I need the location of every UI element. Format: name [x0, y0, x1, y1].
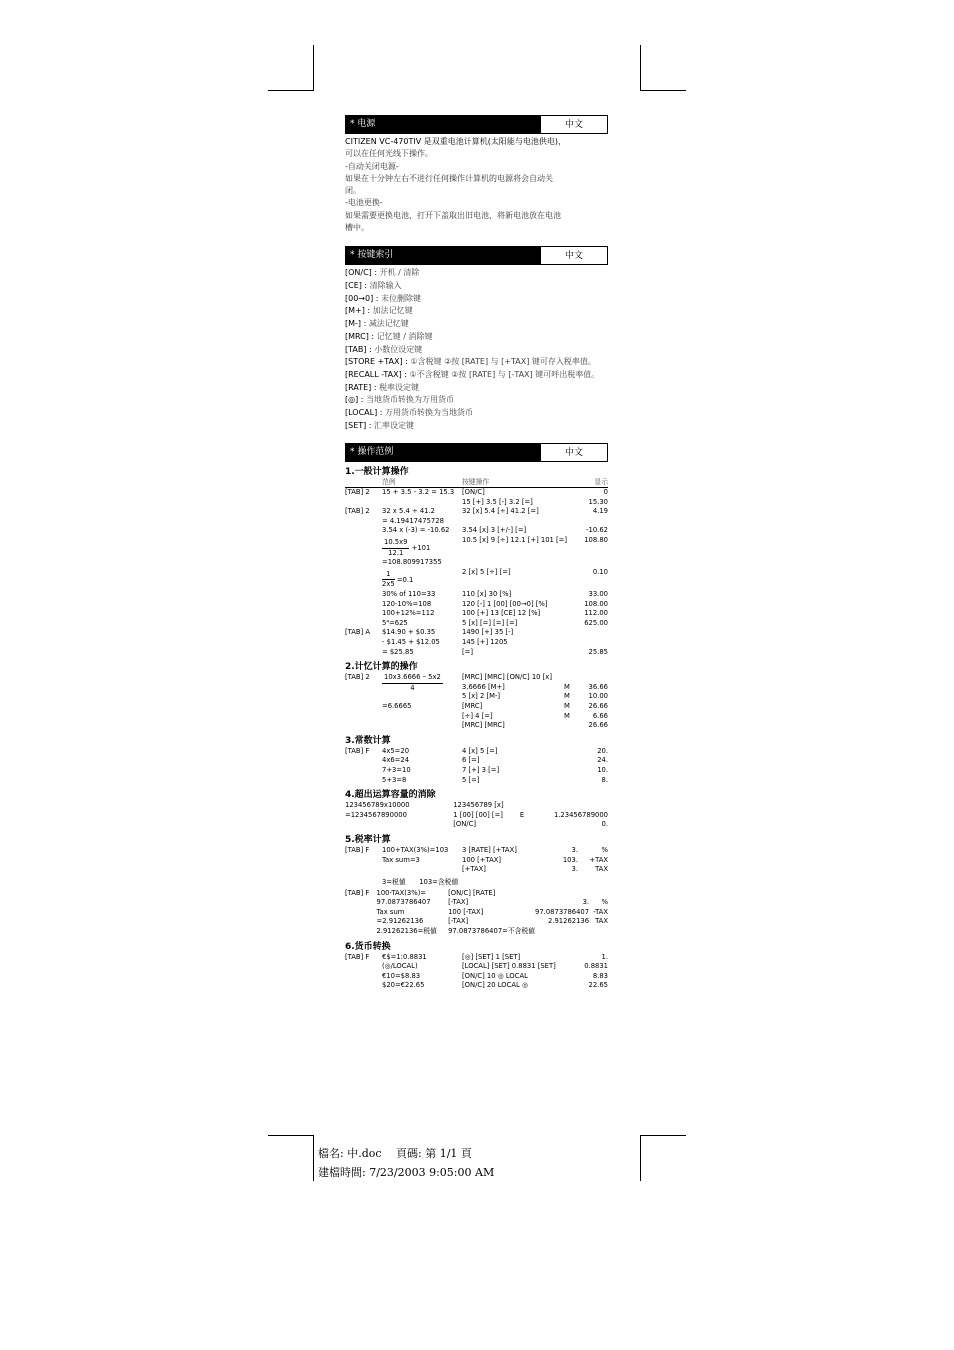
- table-row: [345, 507, 608, 517]
- table-cell: [345, 856, 382, 866]
- key-name: [ON/C] :: [345, 268, 380, 278]
- table-row: [345, 953, 608, 963]
- table-cell: [535, 889, 589, 899]
- table-cell: 32 x 5.4 ÷ 41.2: [382, 507, 435, 516]
- table-row: [345, 927, 608, 937]
- table-row: [345, 908, 608, 918]
- table-cell: [520, 801, 554, 811]
- power-text: [345, 136, 608, 234]
- table-cell: [ON/C] 20 LOCAL ◎: [462, 981, 528, 990]
- section-title: * 操作范例: [346, 444, 541, 461]
- table-cell: [TAB] F: [345, 952, 370, 961]
- table-cell: [-TAX]: [448, 917, 469, 926]
- subsection-title: 2.计忆计算的操作: [345, 662, 418, 673]
- table-cell: +TAX: [589, 855, 608, 864]
- table-cell: %: [601, 845, 608, 854]
- table-cell: [345, 619, 382, 629]
- table-cell: [TAB] 2: [345, 507, 370, 516]
- fraction-denominator: 12.1: [388, 548, 404, 557]
- table-cell: 97.0873786407: [376, 898, 431, 907]
- table-row: [345, 619, 608, 629]
- key-index-item: [345, 293, 608, 306]
- table-cell: 2.91262136=税値: [376, 927, 437, 936]
- table-cell: Tax sum=3: [382, 855, 420, 864]
- key-name: [MRC] :: [345, 331, 377, 341]
- section-title: * 按键索引: [346, 247, 541, 264]
- key-name: [M+] :: [345, 306, 373, 316]
- key-index-item: [345, 382, 608, 395]
- crop-mark: [640, 45, 641, 91]
- subsection-title: 3.常数计算: [345, 735, 391, 746]
- key-sequence: 3.6666 [M+]: [462, 682, 505, 691]
- key-description: 加法记忆键: [372, 306, 413, 316]
- table-cell: 1490 [+] 35 [-]: [462, 628, 514, 637]
- table-cell: [535, 927, 589, 937]
- key-index-item: [345, 344, 608, 357]
- table-cell: [345, 590, 382, 600]
- table-cell: 32 [x] 5.4 [÷] 41.2 [=]: [462, 507, 539, 516]
- table-cell: [554, 801, 608, 811]
- table-cell: = 4.19417475728: [382, 516, 444, 525]
- table-header: [345, 478, 608, 488]
- table-cell: [TAB] F: [345, 746, 370, 755]
- table-cell: 108.00: [584, 599, 608, 608]
- table-row: [345, 846, 608, 856]
- memory-indicator: M: [564, 711, 570, 720]
- table-row: [345, 558, 608, 568]
- text-line: 可以在任何光线下操作。: [345, 149, 433, 159]
- key-sequence: [MRC] [MRC]: [462, 721, 505, 730]
- example-result: =6.6665: [382, 701, 412, 710]
- text-line: 闭。: [345, 186, 361, 196]
- crop-mark: [313, 1135, 314, 1181]
- table-cell: [TAB] 2: [345, 488, 370, 497]
- table-cell: 100+12%=112: [382, 609, 435, 618]
- fraction-numerator: 1: [382, 570, 395, 581]
- display-value: 6.66: [592, 711, 608, 720]
- table-cell: 5 [=]: [462, 775, 480, 784]
- table-cell: 8.: [601, 775, 608, 784]
- fraction: [382, 538, 409, 558]
- memory-indicator: M: [564, 692, 570, 701]
- table-row: [345, 600, 608, 610]
- table-cell: [345, 638, 382, 648]
- table-cell: [345, 981, 382, 991]
- tab-setting: [TAB] 2: [345, 673, 370, 682]
- table-cell: [=]: [462, 647, 473, 656]
- subsection-title: 6.货币转换: [345, 941, 391, 952]
- table-cell: 100-TAX(3%)=: [376, 888, 427, 897]
- key-name: [TAB] :: [345, 344, 375, 354]
- table-cell: 15.30: [588, 497, 608, 506]
- table-cell: 3.54 x (-3) = -10.62: [382, 526, 450, 535]
- table-row: [345, 568, 608, 590]
- table-row: [345, 972, 608, 982]
- example-table-general: [345, 478, 608, 658]
- table-cell: [345, 756, 382, 766]
- table-cell: [345, 517, 382, 527]
- example-table-tax-add: [345, 846, 608, 875]
- table-cell: [-TAX]: [448, 898, 469, 907]
- table-cell: [345, 820, 453, 830]
- language-label: 中文: [564, 251, 583, 262]
- table-row: [345, 820, 608, 830]
- table-cell: (◎/LOCAL): [382, 962, 418, 971]
- table-cell: [581, 517, 608, 527]
- table-cell: 4x6=24: [382, 756, 410, 765]
- table-cell: 1 [00] [00] [=]: [453, 810, 503, 819]
- key-sequence: 5 [x] 2 [M-]: [462, 692, 501, 701]
- examples-section-header: [345, 443, 608, 462]
- table-cell: 100+TAX(3%)=103: [382, 845, 449, 854]
- example-table-tax-sub: [345, 889, 608, 937]
- table-row: [345, 526, 608, 536]
- table-cell: [345, 600, 382, 610]
- table-cell: [345, 609, 382, 619]
- table-cell: [382, 536, 462, 558]
- display-value: [578, 673, 608, 683]
- table-cell: [581, 638, 608, 648]
- table-cell: [TAB] A: [345, 628, 371, 637]
- example-table-constant: [345, 747, 608, 785]
- column-header: 按键操作: [462, 478, 581, 488]
- key-description: 减法记忆键: [368, 319, 409, 329]
- table-cell: 145 [+] 1205: [462, 638, 508, 647]
- table-cell: E: [519, 810, 525, 819]
- example-table-currency: [345, 953, 608, 991]
- table-cell: 120-10%=108: [382, 599, 432, 608]
- table-cell: 3.: [582, 898, 590, 907]
- table-row: [345, 498, 608, 508]
- key-description: 万用货币转换为当地货币: [385, 408, 474, 418]
- table-cell: 97.0873786407=不含税値: [448, 927, 536, 936]
- table-cell: 0.10: [592, 567, 608, 576]
- table-row: [345, 917, 608, 927]
- subsection-title: 1.一般计算操作: [345, 466, 409, 477]
- table-cell: 22.65: [588, 981, 608, 990]
- table-row: [345, 747, 608, 757]
- power-section-header: [345, 115, 608, 134]
- table-cell: [ON/C] 10 ◎ LOCAL: [462, 971, 528, 980]
- table-cell: %: [601, 898, 608, 907]
- table-cell: 2.91262136: [548, 917, 590, 926]
- key-description: 开机 / 清除: [379, 268, 420, 278]
- fraction-denominator: 4: [410, 683, 415, 692]
- column-header: 范例: [382, 478, 462, 488]
- key-name: [00→0] :: [345, 293, 381, 303]
- example-table-memory: [345, 673, 608, 731]
- table-row: [345, 766, 608, 776]
- table-cell: [345, 972, 382, 982]
- table-row: [345, 590, 608, 600]
- key-name: [RATE] :: [345, 382, 380, 392]
- text-line: 如果需要更换电池，打开下盖取出旧电池，将新电池放在电池: [345, 210, 561, 220]
- table-cell: $20=€22.65: [382, 981, 425, 990]
- table-cell: -10.62: [586, 526, 608, 535]
- table-cell: 5 [x] [=] [=] [=]: [462, 618, 518, 627]
- key-name: [M-] :: [345, 319, 369, 329]
- table-cell: 33.00: [588, 590, 608, 599]
- table-cell: 7+3=10: [382, 765, 411, 774]
- table-cell: 6 [=]: [462, 756, 480, 765]
- table-cell: 625.00: [584, 618, 608, 627]
- crop-mark: [640, 1135, 686, 1136]
- key-index-item: [345, 407, 608, 420]
- table-cell: [TAB] F: [345, 888, 370, 897]
- table-cell: 120 [-] 1 [00] [00→0] [%]: [462, 599, 548, 608]
- subsection-title: 4.超出运算容量的消除: [345, 790, 436, 801]
- table-cell: 24.: [597, 756, 608, 765]
- table-cell: 100 [+TAX]: [462, 855, 502, 864]
- table-cell: [345, 526, 382, 536]
- fraction: [382, 673, 443, 693]
- text-line: 槽中。: [345, 223, 369, 233]
- key-index-item: [345, 318, 608, 331]
- display-value: 26.66: [588, 721, 608, 730]
- table-row: [345, 517, 608, 527]
- table-cell: [345, 536, 382, 558]
- text-line: -自动关闭电源-: [345, 161, 399, 171]
- table-row: [345, 756, 608, 766]
- table-cell: 0.8831: [584, 962, 608, 971]
- display-value: 26.66: [588, 701, 608, 710]
- table-cell: 3.54 [x] 3 [+/-] [=]: [462, 526, 527, 535]
- table-cell: =108.809917355: [382, 558, 442, 567]
- fraction-denominator: 2x5: [382, 580, 395, 589]
- table-cell: 110 [x] 30 [%]: [462, 590, 512, 599]
- table-row: [345, 776, 608, 786]
- table-row: [345, 856, 608, 866]
- table-cell: 4 [x] 5 [=]: [462, 746, 498, 755]
- table-cell: 25.85: [588, 647, 608, 656]
- table-cell: [◎] [SET] 1 [SET]: [462, 952, 521, 961]
- table-cell: [581, 628, 608, 638]
- table-cell: - $1.45 + $12.05: [382, 638, 440, 647]
- table-cell: [345, 927, 377, 937]
- table-cell: [462, 517, 581, 527]
- key-description: 清除输入: [369, 281, 402, 291]
- table-row: [345, 628, 608, 638]
- table-cell: 10.5 [x] 9 [÷] 12.1 [+] 101 [=]: [462, 536, 568, 545]
- crop-mark: [268, 90, 314, 91]
- table-cell: Tax sum: [376, 907, 405, 916]
- footer-created: 建檔時間: 7/23/2003 9:05:00 AM: [318, 1166, 495, 1179]
- fraction-tail: =0.1: [394, 575, 414, 584]
- language-label: 中文: [564, 447, 583, 458]
- table-cell: [345, 766, 382, 776]
- key-description: 小数位设定键: [374, 344, 423, 354]
- table-cell: 100 [-TAX]: [448, 907, 484, 916]
- key-name: [CE] :: [345, 281, 370, 291]
- footer-filename: 檔名: 中.doc 頁碼: 第 1/1 頁: [318, 1147, 472, 1160]
- memory-indicator: M: [564, 701, 570, 710]
- table-cell: [520, 820, 554, 830]
- key-index-item: [345, 394, 608, 407]
- table-row: [345, 981, 608, 991]
- table-row: [345, 811, 608, 821]
- table-cell: 15 + 3.5 - 3.2 = 15.3: [382, 488, 455, 497]
- table-cell: = $25.85: [382, 647, 414, 656]
- key-description: ①含税键 ②按 [RATE] 与 [+TAX] 键可存入税率值。: [410, 357, 596, 367]
- table-cell: €$=1:0.8831: [382, 952, 427, 961]
- key-description: 汇率设定键: [374, 420, 415, 430]
- table-cell: [345, 498, 382, 508]
- fraction: [382, 570, 395, 590]
- table-cell: 5+3=8: [382, 775, 407, 784]
- key-index-item: [345, 267, 608, 280]
- table-row: [345, 801, 608, 811]
- table-cell: 10.: [597, 765, 608, 774]
- table-cell: [ON/C]: [453, 820, 476, 829]
- crop-mark: [313, 45, 314, 91]
- table-cell: [382, 568, 462, 590]
- fraction-tail: +101: [409, 544, 431, 553]
- table-cell: [345, 865, 382, 875]
- table-cell: 2 [x] 5 [÷] [=]: [462, 567, 511, 576]
- table-cell: 123456789 [x]: [453, 801, 504, 810]
- table-cell: [589, 927, 608, 937]
- memory-indicator: [564, 721, 578, 731]
- table-cell: [382, 865, 462, 875]
- table-cell: 8.83: [592, 971, 608, 980]
- table-cell: $14.90 + $0.35: [382, 628, 436, 637]
- key-name: [LOCAL] :: [345, 408, 386, 418]
- table-cell: 15 [+] 3.5 [-] 3.2 [=]: [462, 497, 533, 506]
- table-cell: 4.19: [592, 507, 608, 516]
- text-line: -电池更换-: [345, 198, 383, 208]
- table-cell: 3 [RATE] [+TAX]: [462, 845, 517, 854]
- key-sequence: [MRC] [MRC] [ON/C] 10 [x]: [462, 673, 552, 682]
- display-value: 36.66: [588, 682, 608, 691]
- table-cell: =1234567890000: [345, 810, 407, 819]
- language-label: 中文: [564, 120, 583, 130]
- key-description: ①不含税键 ②按 [RATE] 与 [-TAX] 键可呼出税率值。: [409, 370, 600, 379]
- table-cell: 100 [+] 13 [CE] 12 [%]: [462, 609, 541, 618]
- table-row: [345, 648, 608, 658]
- table-cell: [ON/C]: [462, 488, 485, 497]
- key-index-item: [345, 356, 608, 369]
- table-row: [345, 898, 608, 908]
- fraction-numerator: 10x3.6666 – 5x2: [382, 673, 443, 684]
- table-cell: 5⁴=625: [382, 618, 408, 627]
- example-table-overflow: [345, 801, 608, 830]
- table-row: [345, 962, 608, 972]
- table-cell: [581, 558, 608, 568]
- display-value: 10.00: [588, 692, 608, 701]
- text-line: CITIZEN VC-470TIV 是双重电池计算机(太阳能与电池供电)，: [345, 137, 566, 146]
- table-cell: [ON/C] [RATE]: [448, 888, 496, 897]
- table-cell: [382, 498, 462, 508]
- table-row: [345, 488, 608, 498]
- table-cell: 4x5=20: [382, 746, 410, 755]
- key-description: 税率设定键: [379, 382, 420, 392]
- table-cell: 30% of 110=33: [382, 590, 436, 599]
- crop-mark: [640, 1135, 641, 1181]
- fraction-numerator: 10.5x9: [382, 538, 409, 549]
- table-cell: =2.91262136: [376, 917, 424, 926]
- key-description: 记忆键 / 消除键: [376, 331, 433, 341]
- table-cell: 0: [603, 488, 608, 497]
- table-cell: 103.: [562, 855, 578, 864]
- table-cell: [345, 648, 382, 658]
- table-cell: 97.0873786407: [535, 907, 590, 916]
- tax-note: 3=税値 103=含税値: [382, 877, 459, 886]
- table-cell: 0.: [601, 820, 608, 829]
- key-name: [STORE +TAX] :: [345, 357, 411, 367]
- section-title: * 电源: [346, 116, 541, 133]
- table-cell: [+TAX]: [462, 865, 486, 874]
- table-cell: 20.: [597, 746, 608, 755]
- table-cell: €10=$8.83: [382, 971, 421, 980]
- key-index-item: [345, 280, 608, 293]
- keys-section-header: [345, 246, 608, 265]
- table-cell: [345, 568, 382, 590]
- table-cell: [345, 558, 382, 568]
- key-index-item: [345, 420, 608, 433]
- table-cell: 3.: [571, 845, 578, 854]
- key-sequence: [÷] 4 [=]: [462, 711, 493, 720]
- table-cell: [589, 889, 608, 899]
- key-sequence: [MRC]: [462, 701, 483, 710]
- table-row: [345, 638, 608, 648]
- table-cell: [345, 917, 377, 927]
- table-cell: TAX: [595, 917, 608, 926]
- key-name: [RECALL -TAX] :: [345, 370, 410, 379]
- table-cell: [345, 898, 377, 908]
- key-description: 当地货币转换为万用货币: [366, 395, 455, 405]
- table-cell: [345, 908, 377, 918]
- table-cell: 7 [+] 3 [=]: [462, 765, 500, 774]
- crop-mark: [268, 1135, 314, 1136]
- column-header: 显示: [581, 478, 608, 488]
- key-index-item: [345, 331, 608, 344]
- key-index-item: [345, 305, 608, 318]
- table-cell: [LOCAL] [SET] 0.8831 [SET]: [462, 962, 556, 971]
- table-row: [345, 536, 608, 558]
- table-cell: TAX: [595, 865, 608, 874]
- table-cell: 123456789x10000: [345, 801, 410, 810]
- key-index-list: [345, 267, 608, 432]
- table-cell: 112.00: [584, 609, 608, 618]
- table-cell: [462, 558, 581, 568]
- table-cell: [TAB] F: [345, 845, 370, 854]
- table-row: [345, 889, 608, 899]
- table-row: [345, 865, 608, 875]
- table-cell: 1.23456789000: [553, 810, 608, 819]
- key-name: [◎] :: [345, 395, 367, 405]
- table-cell: 3.: [571, 865, 578, 874]
- table-cell: 1.: [601, 952, 608, 961]
- crop-mark: [640, 90, 686, 91]
- key-description: 末位删除键: [381, 293, 421, 303]
- table-cell: [345, 776, 382, 786]
- subsection-title: 5.税率计算: [345, 834, 391, 845]
- table-cell: [345, 962, 382, 972]
- memory-indicator: M: [564, 682, 570, 691]
- manual-page: [345, 115, 608, 991]
- key-index-item: [345, 369, 608, 382]
- table-cell: 108.80: [584, 536, 608, 545]
- table-cell: -TAX: [593, 907, 608, 916]
- text-line: 如果在十分钟左右不进行任何操作计算机的电源将会自动关: [345, 173, 553, 183]
- key-name: [SET] :: [345, 420, 375, 430]
- table-row: [345, 609, 608, 619]
